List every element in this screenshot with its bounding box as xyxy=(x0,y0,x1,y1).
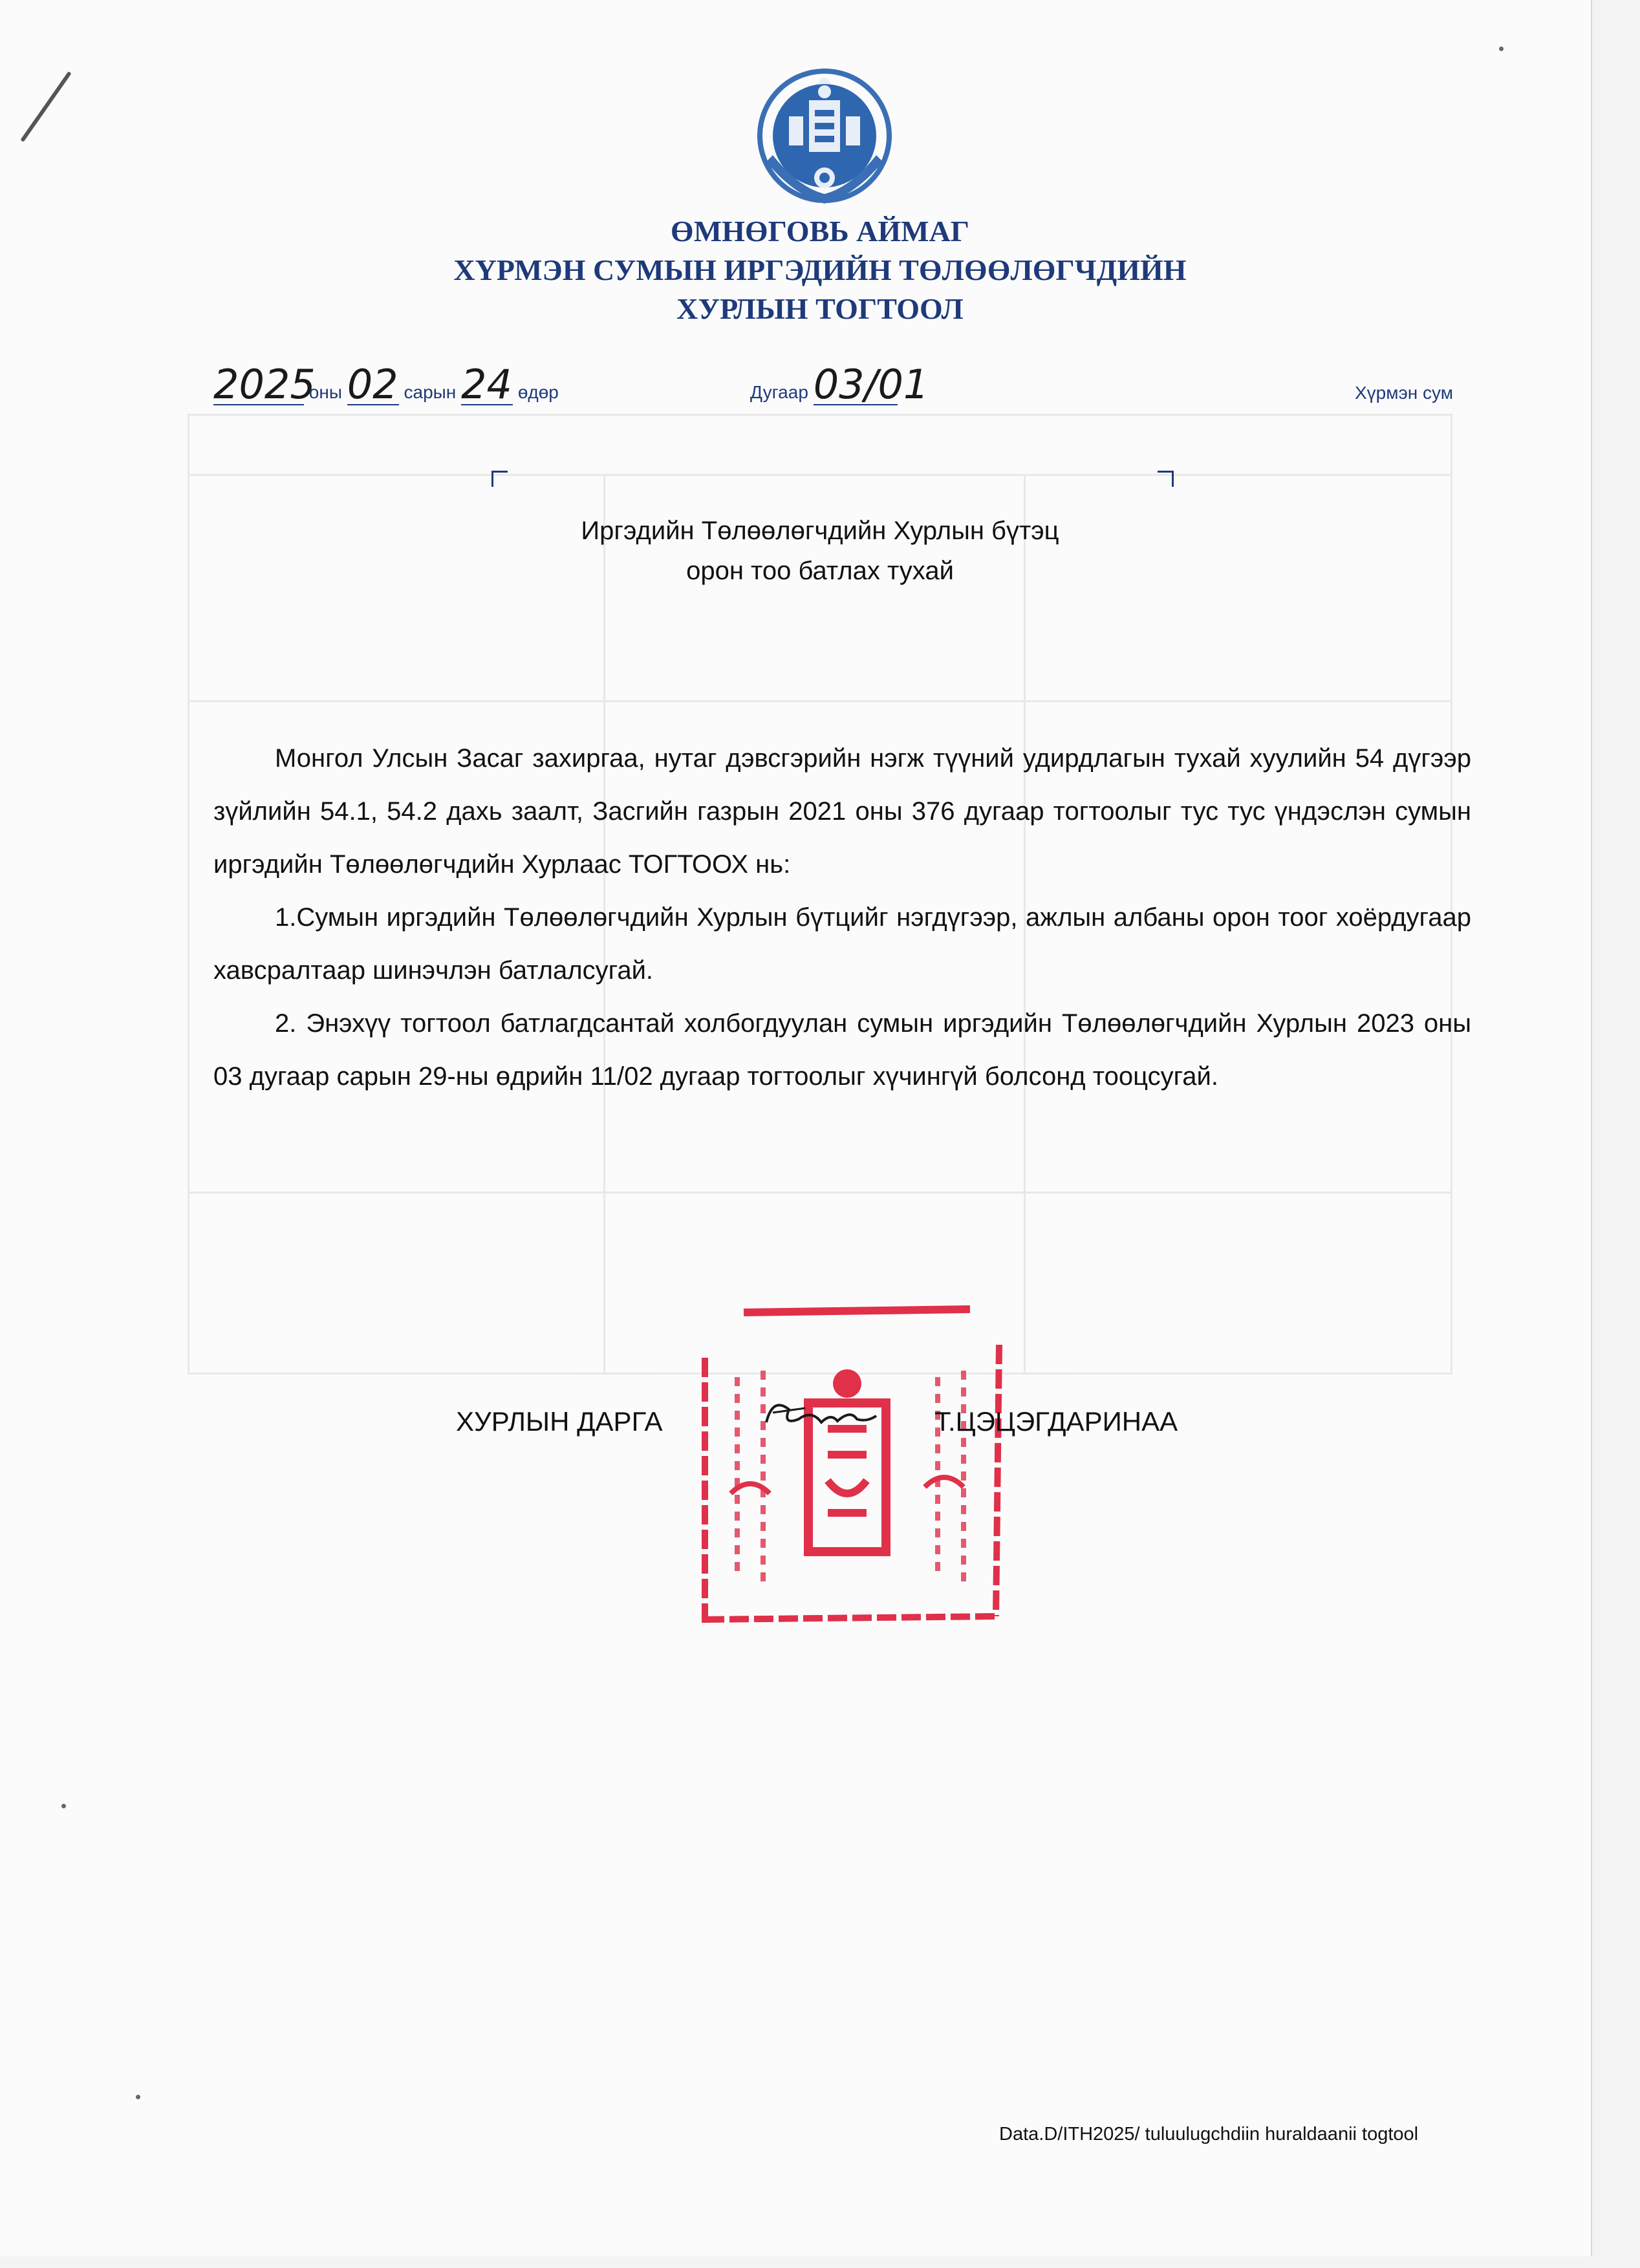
speck xyxy=(61,1804,66,1808)
date-year-suffix: оны xyxy=(308,382,342,402)
header-aimag: ӨМНӨГОВЬ АЙМАГ xyxy=(670,215,970,248)
paragraph-1: 1.Сумын иргэдийн Төлөөлөгчдийн Хурлын бүтцийг нэгдүгээр, ажлын албаны орон тоог хоёрдугаар хавсралтаар шинэчлэн батлалсугай. xyxy=(213,903,1471,985)
paragraph-intro: Монгол Улсын Засаг захиргаа, нутаг дэвсгэрийн нэгж түүний удирдлагын тухай хуулийн 54 дүгээр зүйлийн 54.1, 54.2 дахь заалт, Засгийн газрын 2021 оны 376 дугаар тогтоолыг тус тус үндэслэн сумын иргэдийн Төлөөлөгчдийн Хурлаас ТОГТООХ нь: xyxy=(213,744,1471,879)
header-resolution: ХУРЛЫН ТОГТООЛ xyxy=(676,292,964,325)
number-value: 03/01 xyxy=(813,361,929,408)
signer-name: Т.ЦЭЦЭГДАРИНАА xyxy=(934,1406,1178,1437)
footer-reference: Data.D/ITH2025/ tuluulugchdiin huraldaanii togtool xyxy=(999,2124,1419,2145)
date-day-suffix: өдөр xyxy=(517,382,559,402)
subject-line1: Иргэдийн Төлөөлөгчдийн Хурлын бүтэц xyxy=(581,517,1059,545)
speck xyxy=(1499,47,1504,51)
subject xyxy=(0,511,1640,591)
subject-line2: орон тоо батлах тухай xyxy=(686,557,954,585)
state-emblem-icon xyxy=(753,65,896,210)
number-line xyxy=(750,361,929,408)
number-label: Дугаар xyxy=(750,382,808,402)
date-year: 2025 xyxy=(213,361,316,408)
paragraph-2: 2. Энэхүү тогтоол батлагдсантай холбогдуулан сумын иргэдийн Төлөөлөгчдийн Хурлын 2023 оны 03 дугаар сарын 29-ны өдрийн 11/02 дугаар тогтоолыг хүчингүй болсонд тооцсугай. xyxy=(213,1009,1471,1091)
place: Хүрмэн сум xyxy=(1355,383,1453,403)
date-day: 24 xyxy=(461,361,512,408)
body-text xyxy=(213,732,1471,1103)
signature-title: ХУРЛЫН ДАРГА xyxy=(456,1406,663,1437)
date-month: 02 xyxy=(347,361,398,408)
date-line xyxy=(213,361,559,408)
official-seal-icon xyxy=(679,1300,1022,1636)
header-council: ХҮРМЭН СУМЫН ИРГЭДИЙН ТӨЛӨӨЛӨГЧДИЙН xyxy=(453,253,1187,286)
signature-icon xyxy=(760,1390,883,1442)
date-month-suffix: сарын xyxy=(404,382,457,402)
speck xyxy=(136,2095,140,2099)
bracket-left xyxy=(491,471,508,487)
pen-mark xyxy=(20,71,71,142)
bracket-right xyxy=(1158,471,1174,487)
